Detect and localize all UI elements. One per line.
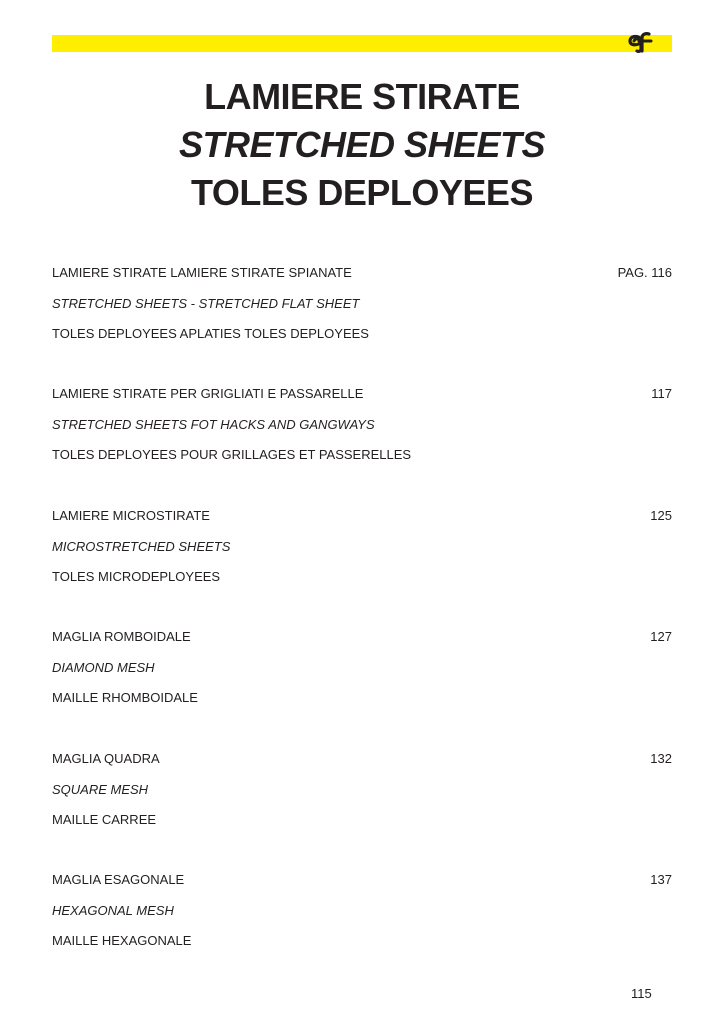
entry-french: TOLES DEPLOYEES POUR GRILLAGES ET PASSERELLES (52, 447, 412, 462)
entry-italian: MAGLIA ESAGONALE (52, 872, 185, 887)
entry-page-number: 132 (650, 751, 672, 766)
entry-english: HEXAGONAL MESH (52, 902, 174, 918)
entry-english: SQUARE MESH (52, 781, 149, 797)
page-title (0, 73, 724, 217)
entry-page-number: 117 (651, 386, 672, 401)
entry-english: STRETCHED SHEETS FOT HACKS AND GANGWAYS (52, 416, 375, 432)
footer-page-number: 115 (631, 986, 652, 1001)
toc-entry (52, 872, 672, 964)
toc-entry (52, 751, 672, 843)
entry-page-number: PAG. 116 (617, 265, 672, 280)
entry-italian: LAMIERE STIRATE PER GRIGLIATI E PASSARELLE (52, 386, 364, 401)
entry-french: TOLES DEPLOYEES APLATIES TOLES DEPLOYEES (52, 326, 369, 341)
entry-italian: LAMIERE MICROSTIRATE (52, 508, 210, 523)
entry-page-number: 137 (650, 872, 672, 887)
entry-page-number: 127 (650, 629, 672, 644)
entry-english: DIAMOND MESH (52, 659, 155, 675)
entry-italian: LAMIERE STIRATE LAMIERE STIRATE SPIANATE (52, 265, 352, 280)
entry-english: STRETCHED SHEETS - STRETCHED FLAT SHEET (52, 295, 360, 311)
toc-entry (52, 265, 672, 357)
title-english: STRETCHED SHEETS (178, 124, 546, 165)
toc-entry (52, 508, 672, 600)
toc-entry (52, 386, 672, 478)
entry-italian: MAGLIA ROMBOIDALE (52, 629, 191, 644)
title-italian: LAMIERE STIRATE (204, 76, 520, 117)
entry-page-number: 125 (650, 508, 672, 523)
af-logo-icon (627, 29, 657, 57)
entry-french: MAILLE HEXAGONALE (52, 933, 192, 948)
entry-french: TOLES MICRODEPLOYEES (52, 569, 221, 584)
entry-english: MICROSTRETCHED SHEETS (52, 538, 231, 554)
header-yellow-bar (52, 35, 672, 52)
entry-french: MAILLE RHOMBOIDALE (52, 690, 198, 705)
entry-french: MAILLE CARREE (52, 812, 157, 827)
entry-italian: MAGLIA QUADRA (52, 751, 160, 766)
title-french: TOLES DEPLOYEES (191, 172, 533, 213)
toc-entry (52, 629, 672, 721)
